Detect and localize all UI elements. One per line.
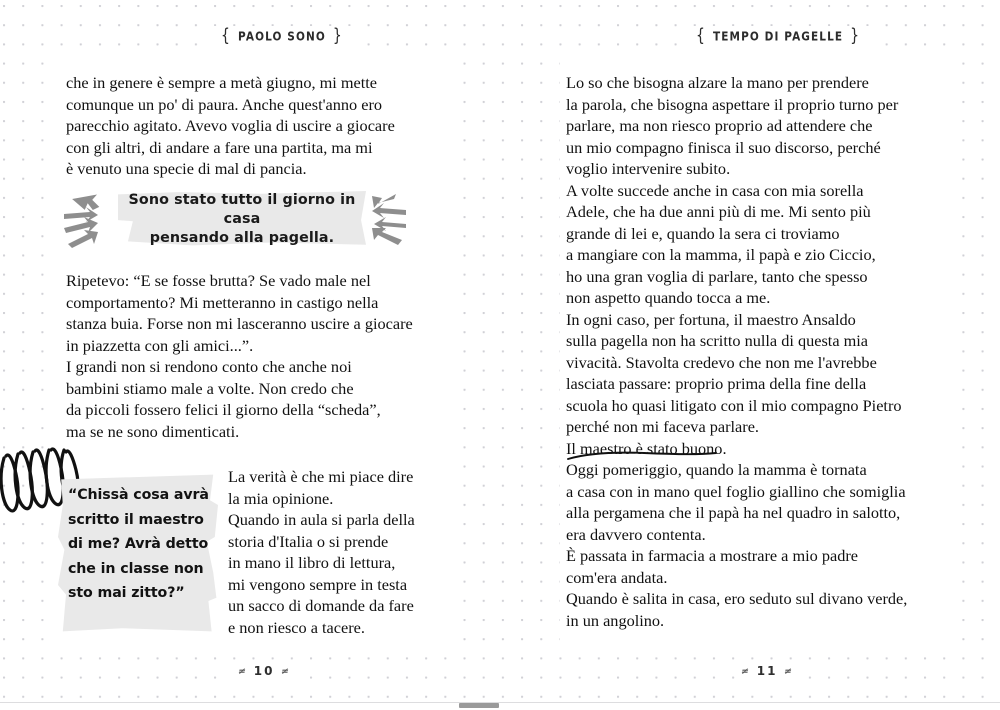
body-line: un sacco di domande da fare [228, 596, 414, 615]
body-line: Ripetevo: “E se fosse brutta? Se vado male nel [66, 271, 371, 290]
body-line: parlare, ma non riesco proprio ad attendere che [566, 116, 873, 135]
folio-mark-left-start: ≠ [236, 667, 249, 677]
body-line: in piazzetta con gli amici...”. [66, 335, 254, 355]
body-line: È passata in farmacia a mostrare a mio padre [566, 546, 859, 565]
body-line: stanza buia. Forse non mi lasceranno uscire a giocare [66, 314, 413, 333]
body-line: In ogni caso, per fortuna, il maestro Ansaldo [566, 309, 856, 329]
quote-line-5: sto mai zitto?” [68, 585, 185, 601]
body-line: la parola, che bisogna aspettare il proprio turno per [566, 94, 899, 114]
arrows-pointing-left-icon [366, 190, 424, 248]
banner-callout [118, 191, 366, 247]
brace-close-left: } [332, 26, 343, 46]
running-head-right-text: TEMPO DI PAGELLE [713, 30, 844, 44]
folio-left [232, 663, 296, 679]
body-line: parecchio agitato. Avevo voglia di uscire a giocare [66, 116, 395, 135]
folio-mark-right-start: ≠ [739, 667, 752, 677]
folio-right [735, 663, 799, 679]
running-head-right [683, 26, 873, 46]
body-line: non aspetto quando tocca a me. [566, 288, 771, 307]
quote-line-1: “Chissà cosa avrà [68, 487, 209, 503]
folio-number-right: 11 [756, 664, 778, 678]
body-line: Oggi pomeriggio, quando la mamma è tornata [566, 460, 867, 479]
folio-number-left: 10 [253, 664, 275, 678]
body-line: lasciata passare: proprio prima della fine della [566, 374, 867, 393]
body-line: grande di lei e, quando la sera ci troviamo [566, 223, 840, 243]
right-page-body [566, 72, 938, 631]
body-line: storia d'Italia o si prende [228, 531, 389, 551]
body-line: La verità è che mi piace dire [228, 467, 414, 486]
arrows-pointing-right-icon [62, 192, 120, 250]
paragraph-block-2 [66, 270, 446, 442]
quote-callout-text [58, 473, 218, 633]
body-line: con gli altri, di andare a fare una partita, ma mi [66, 137, 373, 157]
body-line: da piccoli fossero felici il giorno della “scheda”, [66, 400, 381, 419]
body-line: Quando in aula si parla della [228, 510, 415, 529]
running-head-left-text: PAOLO SONO [238, 30, 326, 44]
body-line: bambini stiamo male a volte. Non credo che [66, 378, 354, 398]
brace-close-right: } [850, 26, 861, 46]
body-line: Lo so che bisogna alzare la mano per prendere [566, 73, 869, 92]
body-line: perché non mi faceva parlare. [566, 417, 759, 436]
body-line: ma se ne sono dimenticati. [66, 421, 240, 441]
body-line: A volte succede anche in casa con mia sorella [566, 180, 864, 200]
body-line: e non riesco a tacere. [228, 617, 365, 637]
bottom-hairline [0, 702, 1000, 703]
body-line: vivacità. Stavolta credevo che non me l'avrebbe [566, 352, 877, 372]
body-line: voglio intervenire subito. [566, 159, 731, 178]
left-page-body-2 [66, 270, 446, 442]
body-line: a casa con in mano quel foglio giallino che somiglia [566, 481, 906, 501]
body-line: a mangiare con la mamma, il papà e zio Ciccio, [566, 245, 876, 264]
bottom-gutter-tab [459, 703, 499, 708]
banner-line-1: Sono stato tutto il giorno in casa [128, 191, 356, 227]
quote-line-2: scritto il maestro [68, 511, 204, 528]
running-head-left [208, 26, 356, 46]
hand-underline-icon [566, 450, 726, 464]
body-line: scuola ho quasi litigato con il mio compagno Pietro [566, 395, 902, 415]
body-line: comunque un po' di paura. Anche quest'anno ero [66, 94, 383, 114]
quote-line-4: che in classe non [68, 560, 204, 577]
left-page-body [66, 72, 446, 180]
body-line: la mia opinione. [228, 488, 334, 508]
body-line: sulla pagella non ha scritto nulla di questa mia [566, 331, 869, 350]
body-line: era davvero contenta. [566, 524, 706, 544]
banner-callout-text [118, 191, 366, 247]
banner-line-2: pensando alla pagella. [149, 229, 335, 246]
quote-callout [58, 473, 218, 633]
body-line: in un angolino. [566, 610, 665, 630]
body-line: alla pergamena che il papà ha nel quadro in salotto, [566, 503, 901, 522]
body-line: che in genere è sempre a metà giugno, mi mette [66, 73, 378, 92]
folio-mark-right-end: ≠ [782, 667, 795, 677]
body-line-underlined: Il maestro è stato buono. [566, 438, 727, 458]
brace-open-right: { [696, 26, 707, 46]
body-line: ho una gran voglia di parlare, tanto che spesso [566, 266, 868, 286]
left-page-side-paragraph [228, 466, 443, 638]
body-line: com'era andata. [566, 567, 668, 587]
body-line: Quando è salita in casa, ero seduto sul divano verde, [566, 589, 908, 608]
body-line: I grandi non si rendono conto che anche noi [66, 357, 352, 376]
brace-open-left: { [221, 26, 232, 46]
body-line: comportamento? Mi metteranno in castigo nella [66, 292, 379, 312]
quote-line-3: di me? Avrà detto [68, 536, 209, 552]
body-line: un mio compagno finisca il suo discorso, perché [566, 137, 881, 157]
body-line: è venuto una specie di mal di pancia. [66, 159, 307, 178]
paragraph-block-1 [66, 72, 446, 180]
body-line: mi vengono sempre in testa [228, 574, 408, 594]
body-line: in mano il libro di lettura, [228, 553, 396, 572]
body-line: Adele, che ha due anni più di me. Mi sento più [566, 202, 871, 221]
folio-mark-left-end: ≠ [279, 667, 292, 677]
